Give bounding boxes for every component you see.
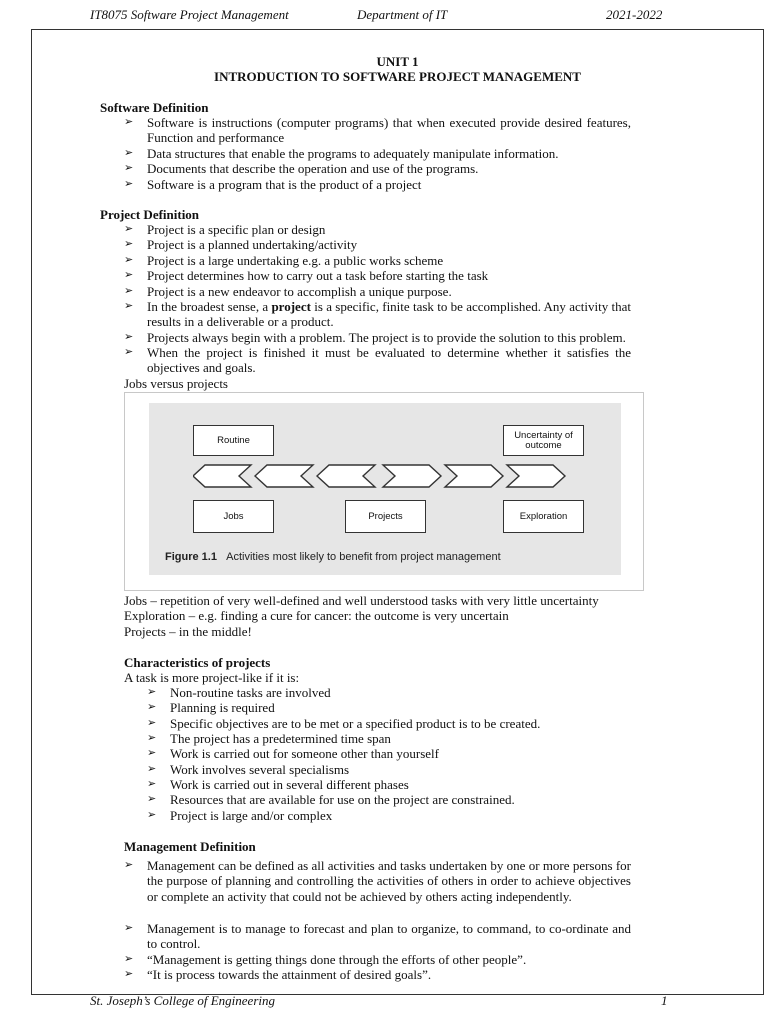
list-item: ➢ Projects always begin with a problem. The project is to provide the solution to this problem. [124, 330, 626, 345]
arrow-bullet-icon: ➢ [124, 162, 134, 174]
list-item: ➢ Project is a large undertaking e.g. a public works scheme [124, 253, 444, 268]
page-title: INTRODUCTION TO SOFTWARE PROJECT MANAGEMENT [214, 69, 581, 84]
header-course: IT8075 Software Project Management [90, 7, 289, 22]
left-arrow-shape-3 [317, 465, 375, 487]
list-item: ➢ In the broadest sense, a project is a specific, finite task to be accomplished. Any activity that results in a deliverable or a product. [124, 299, 631, 330]
arrow-bullet-icon: ➢ [147, 793, 157, 805]
figure-panel [149, 403, 621, 575]
list-item: ➢ Specific objectives are to be met or a specified product is to be created. [147, 716, 541, 731]
list-item: ➢ Management can be defined as all activities and tasks undertaken by one or more persons for the purpose of planning and controlling the activities of others in order to achieve objectives or complete an activity that could not be achieved by others acting independently. [124, 858, 631, 904]
arrow-bullet-icon: ➢ [147, 701, 157, 713]
list-item: ➢ The project has a predetermined time span [147, 731, 391, 746]
arrow-bullet-icon: ➢ [124, 269, 134, 281]
header-year: 2021-2022 [606, 7, 663, 22]
figure-1-1 [124, 392, 644, 591]
uncertainty-box: Uncertainty of outcome [503, 425, 584, 456]
arrow-bullet-icon: ➢ [147, 686, 157, 698]
arrow-bullet-icon: ➢ [124, 223, 134, 235]
list-item: ➢ “It is process towards the attainment of desired goals”. [124, 967, 432, 982]
list-item: ➢ Project is a new endeavor to accomplish a unique purpose. [124, 284, 452, 299]
arrow-bullet-icon: ➢ [147, 732, 157, 744]
characteristics-intro: A task is more project-like if it is: [124, 670, 300, 685]
list-item: ➢ Project is a planned undertaking/activity [124, 237, 358, 252]
management-heading: Management Definition [124, 839, 256, 854]
list-item: ➢ Data structures that enable the programs to adequately manipulate information. [124, 146, 559, 161]
arrow-bullet-icon: ➢ [124, 953, 134, 965]
page-number: 1 [661, 993, 668, 1008]
arrow-bullet-icon: ➢ [124, 968, 134, 980]
exploration-box: Exploration [503, 500, 584, 533]
unit-title: UNIT 1 [376, 54, 419, 69]
arrow-bullet-icon: ➢ [124, 178, 134, 190]
list-item: ➢ Work is carried out in several different phases [147, 777, 409, 792]
projects-box: Projects [345, 500, 426, 533]
list-item: ➢ Management is to manage to forecast and plan to organize, to command, to co-ordinate and to control. [124, 921, 631, 952]
list-item: ➢ Planning is required [147, 700, 275, 715]
list-item: ➢ Project is a specific plan or design [124, 222, 326, 237]
jobs-box: Jobs [193, 500, 274, 533]
arrow-bullet-icon: ➢ [124, 285, 134, 297]
routine-box: Routine [193, 425, 274, 456]
list-item: ➢ Work is carried out for someone other than yourself [147, 746, 439, 761]
arrow-bullet-icon: ➢ [124, 300, 134, 312]
list-item: ➢ Resources that are available for use on the project are constrained. [147, 792, 515, 807]
list-item: ➢ Project determines how to carry out a task before starting the task [124, 268, 489, 283]
list-item: ➢ When the project is finished it must be evaluated to determine whether it satisfies the objectives and goals. [124, 345, 631, 376]
arrow-bullet-icon: ➢ [124, 859, 134, 871]
header-department: Department of IT [357, 7, 448, 22]
list-item: ➢ Software is a program that is the product of a project [124, 177, 422, 192]
jobs-versus-projects-label: Jobs versus projects [124, 376, 228, 391]
arrow-bullet-icon: ➢ [147, 778, 157, 790]
list-item: ➢ Software is instructions (computer programs) that when executed provide desired features, Function and performance [124, 115, 631, 146]
right-arrow-shape-2 [445, 465, 503, 487]
arrow-bullet-icon: ➢ [147, 809, 157, 821]
characteristics-heading: Characteristics of projects [124, 655, 271, 670]
arrow-bullet-icon: ➢ [147, 717, 157, 729]
exploration-explanation: Exploration – e.g. finding a cure for cancer: the outcome is very uncertain [124, 608, 509, 623]
arrow-bullet-icon: ➢ [147, 747, 157, 759]
list-item: ➢ “Management is getting things done through the efforts of other people”. [124, 952, 527, 967]
figure-caption: Figure 1.1 Activities most likely to benefit from project management [165, 551, 501, 563]
arrow-bullet-icon: ➢ [124, 254, 134, 266]
jobs-explanation: Jobs – repetition of very well-defined and well understood tasks with very little uncertainty [124, 593, 599, 608]
footer-college: St. Joseph’s College of Engineering [90, 993, 275, 1008]
left-arrow-shape-1 [193, 465, 251, 487]
projects-explanation: Projects – in the middle! [124, 624, 252, 639]
left-arrow-shape-2 [255, 465, 313, 487]
list-item: ➢ Project is large and/or complex [147, 808, 333, 823]
arrow-bullet-icon: ➢ [124, 331, 134, 343]
project-heading: Project Definition [100, 207, 200, 222]
list-item: ➢ Work involves several specialisms [147, 762, 350, 777]
arrow-bullet-icon: ➢ [124, 922, 134, 934]
arrow-bullet-icon: ➢ [124, 238, 134, 250]
software-heading: Software Definition [100, 100, 209, 115]
right-arrow-shape-1 [383, 465, 441, 487]
arrow-bullet-icon: ➢ [124, 346, 134, 358]
arrow-bullet-icon: ➢ [147, 763, 157, 775]
arrow-bullet-icon: ➢ [124, 116, 134, 128]
list-item: ➢ Documents that describe the operation and use of the programs. [124, 161, 479, 176]
arrow-bullet-icon: ➢ [124, 147, 134, 159]
list-item: ➢ Non-routine tasks are involved [147, 685, 331, 700]
right-arrow-shape-3 [507, 465, 565, 487]
spectrum-arrows [193, 463, 593, 491]
